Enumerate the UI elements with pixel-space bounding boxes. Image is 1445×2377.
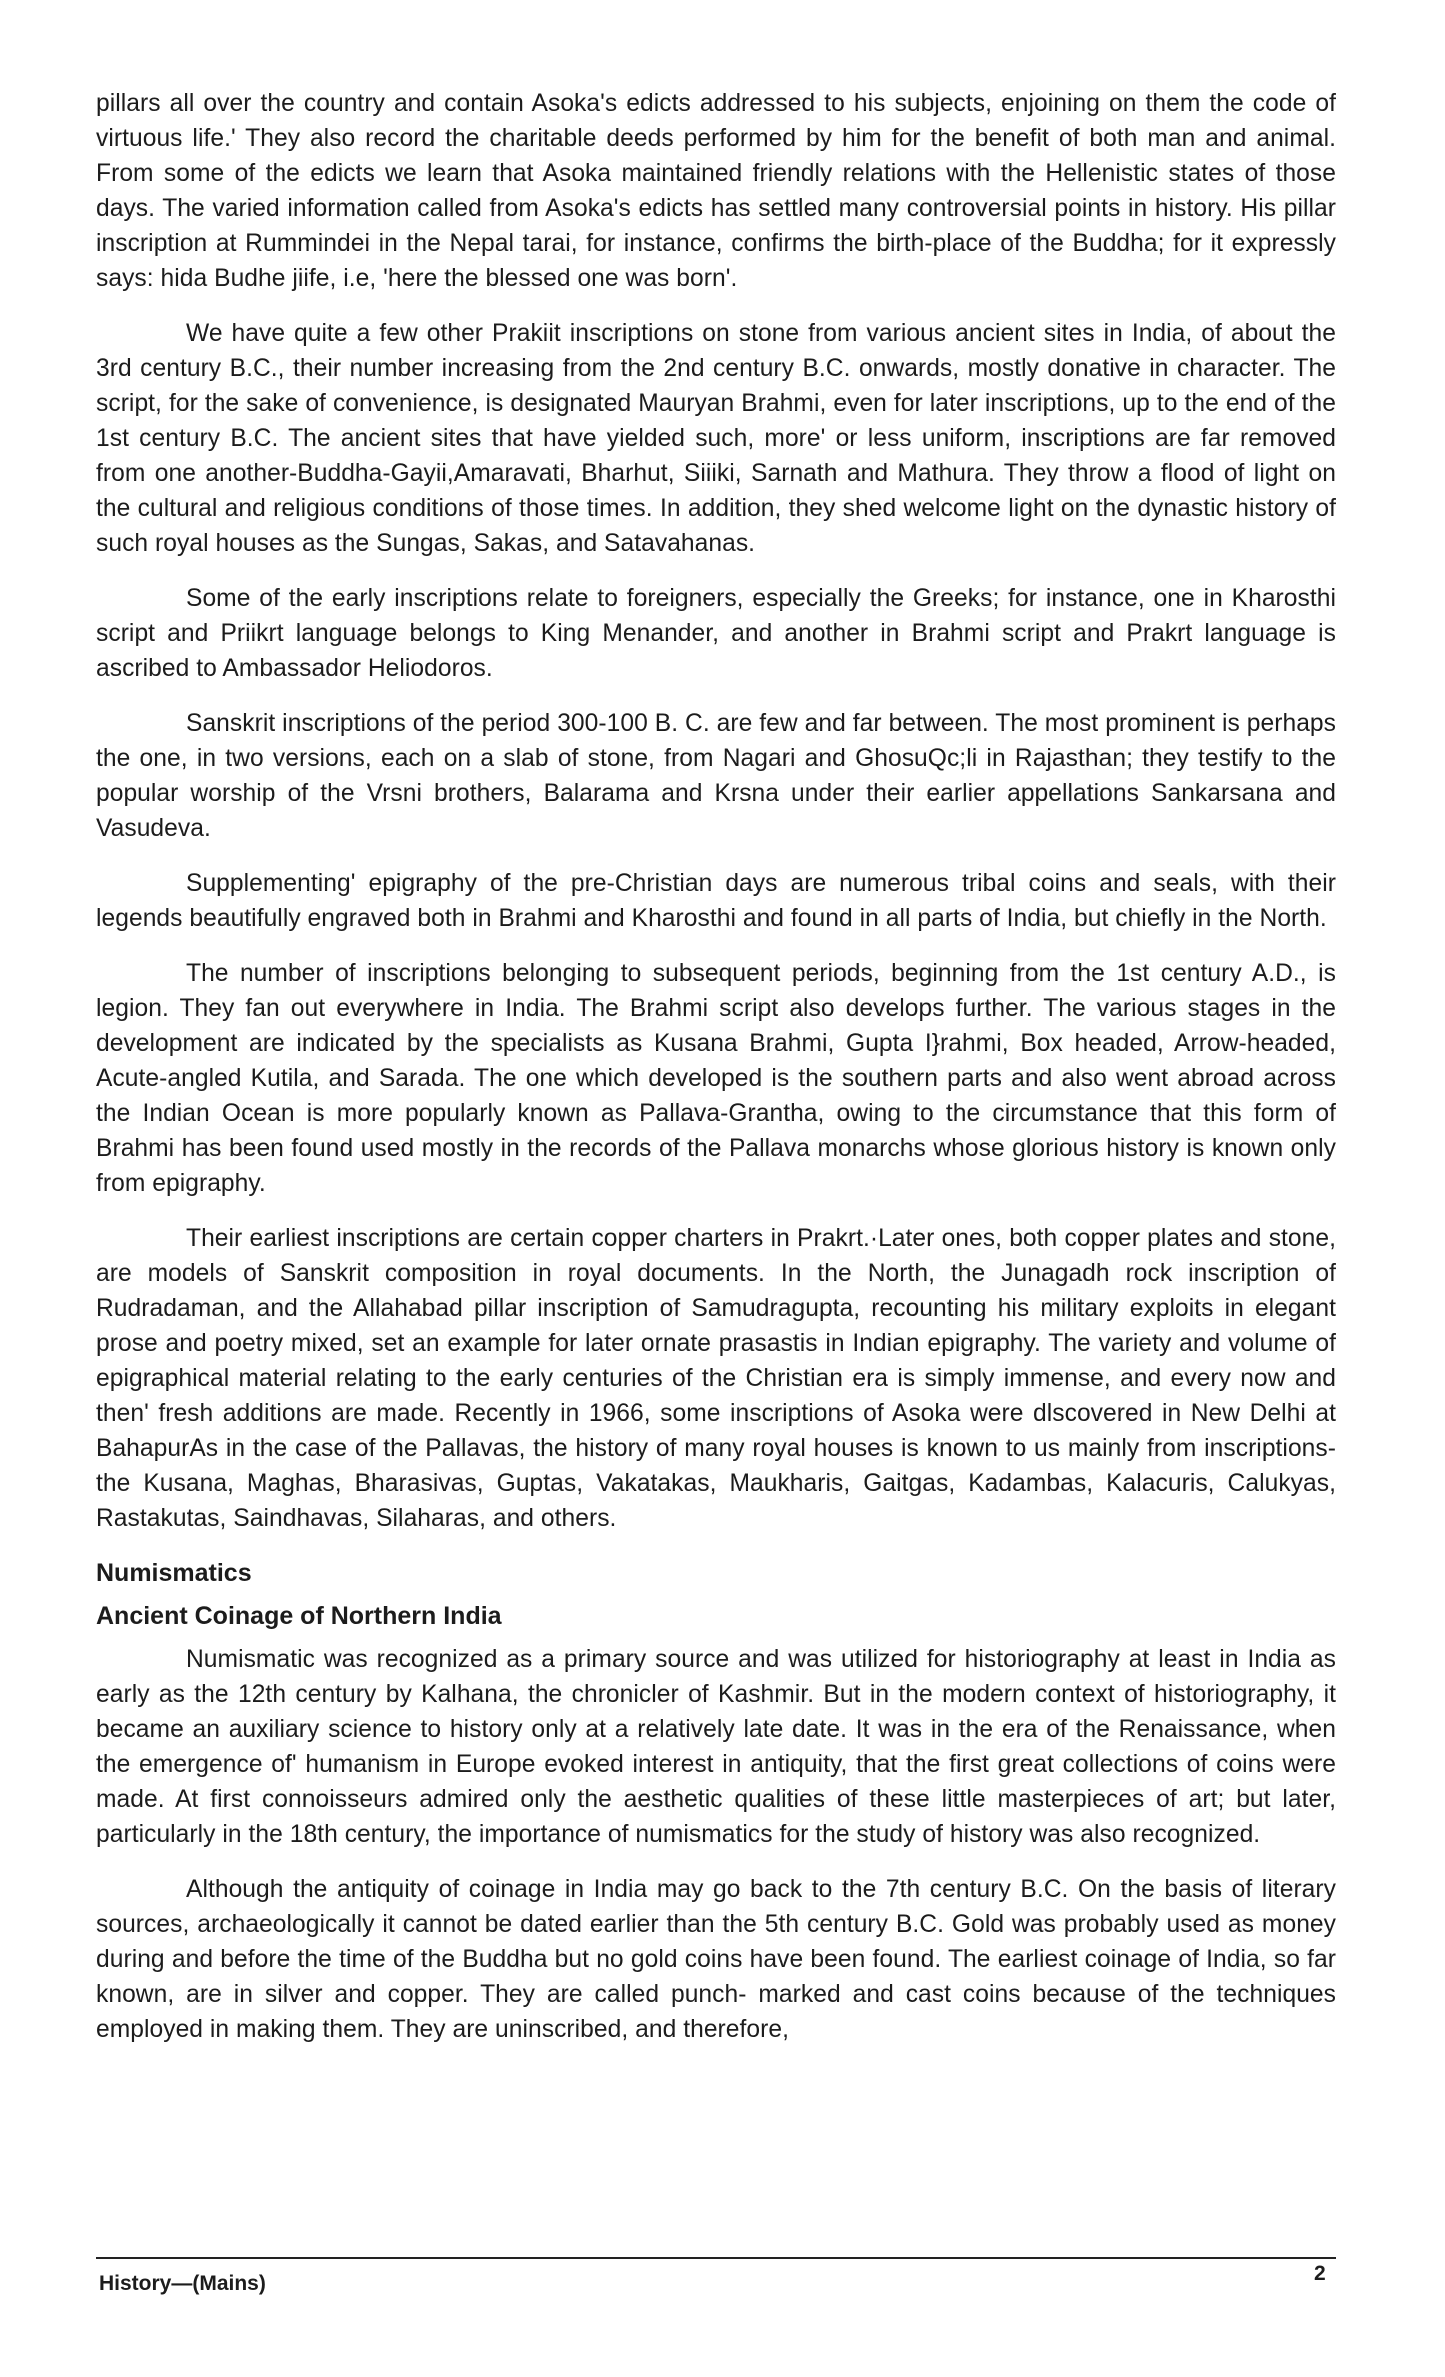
footer-divider — [96, 2257, 1336, 2259]
footer-title: History—(Mains) — [99, 2272, 266, 2295]
heading-ancient-coinage: Ancient Coinage of Northern India — [96, 1602, 502, 1630]
page-body — [96, 86, 1336, 2067]
paragraph-sanskrit-inscriptions: Sanskrit inscriptions of the period 300-100 B. C. are few and far between. The most prominent is perhaps the one, in two versions, each on a slab of stone, from Nagari and GhosuQc;li in Rajasthan; they testify to the popular worship of the Vrsni brothers, Balarama and Krsna under their earlier appellations Sankarsana and Vasudeva. — [96, 710, 1336, 842]
paragraph-tribal-coins: Supplementing' epigraphy of the pre-Christian days are numerous tribal coins and seals, with their legends beautifully engraved both in Brahmi and Kharosthi and found in all parts of India, but chiefly in the North. — [96, 870, 1336, 932]
heading-numismatics: Numismatics — [96, 1559, 252, 1587]
paragraph-antiquity-coinage: Although the antiquity of coinage in India may go back to the 7th century B.C. On the basis of literary sources, archaeologically it cannot be dated earlier than the 5th century B.C. Gold was probably used as money during and before the time of the Buddha but no gold coins have been found. The earliest coinage of India, so far known, are in silver and copper. They are called punch- marked and cast coins because of the techniques employed in making them. They are uninscribed, and therefore, — [96, 1876, 1336, 2043]
page-number: 2 — [1314, 2262, 1326, 2285]
paragraph-asoka-edicts: pillars all over the country and contain Asoka's edicts addressed to his subjects, enjoining on them the code of virtuous life.' They also record the charitable deeds performed by him for the benefit of both man and animal. From some of the edicts we learn that Asoka maintained friendly relations with the Hellenistic states of those days. The varied information called from Asoka's edicts has settled many controversial points in history. His pillar inscription at Rummindei in the Nepal tarai, for instance, confirms the birth-place of the Buddha; for it expressly says: hida Budhe jiife, i.e, 'here the blessed one was born'. — [96, 90, 1336, 292]
paragraph-subsequent-periods: The number of inscriptions belonging to subsequent periods, beginning from the 1st century A.D., is legion. They fan out everywhere in India. The Brahmi script also develops further. The various stages in the development are indicated by the specialists as Kusana Brahmi, Gupta I}rahmi, Box headed, Arrow-headed, Acute-angled Kutila, and Sarada. The one which developed is the southern parts and also went abroad across the Indian Ocean is more popularly known as Pallava-Grantha, owing to the circumstance that this form of Brahmi has been found used mostly in the records of the Pallava monarchs whose glorious history is known only from epigraphy. — [96, 960, 1336, 1197]
paragraph-numismatic-source: Numismatic was recognized as a primary source and was utilized for historiography at least in India as early as the 12th century by Kalhana, the chronicler of Kashmir. But in the modern context of historiography, it became an auxiliary science to history only at a relatively late date. It was in the era of the Renaissance, when the emergence of' humanism in Europe evoked interest in antiquity, that the first great collections of coins were made. At first connoisseurs admired only the aesthetic qualities of these little masterpieces of art; but later, particularly in the 18th century, the importance of numismatics for the study of history was also recognized. — [96, 1646, 1336, 1848]
paragraph-prakrit-inscriptions: We have quite a few other Prakiit inscriptions on stone from various ancient sites in India, of about the 3rd century B.C., their number increasing from the 2nd century B.C. onwards, mostly donative in character. The script, for the sake of convenience, is designated Mauryan Brahmi, even for later inscriptions, up to the end of the 1st century B.C. The ancient sites that have yielded such, more' or less uniform, inscriptions are far removed from one another-Buddha-Gayii,Amaravati, Bharhut, Siiiki, Sarnath and Mathura. They throw a flood of light on the cultural and religious conditions of those times. In addition, they shed welcome light on the dynastic history of such royal houses as the Sungas, Sakas, and Satavahanas. — [96, 320, 1336, 557]
paragraph-earliest-inscriptions: Their earliest inscriptions are certain copper charters in Prakrt.·Later ones, both copper plates and stone, are models of Sanskrit composition in royal documents. In the North, the Junagadh rock inscription of Rudradaman, and the Allahabad pillar inscription of Samudragupta, recounting his military exploits in elegant prose and poetry mixed, set an example for later ornate prasastis in Indian epigraphy. The variety and volume of epigraphical material relating to the early centuries of the Christian era is simply immense, and every now and then' fresh additions are made. Recently in 1966, some inscriptions of Asoka were dlscovered in New Delhi at BahapurAs in the case of the Pallavas, the history of many royal houses is known to us mainly from inscriptions-the Kusana, Maghas, Bharasivas, Guptas, Vakatakas, Maukharis, Gaitgas, Kadambas, Kalacuris, Calukyas, Rastakutas, Saindhavas, Silaharas, and others. — [96, 1225, 1336, 1532]
paragraph-foreigners: Some of the early inscriptions relate to foreigners, especially the Greeks; for instance, one in Kharosthi script and Priikrt language belongs to King Menander, and another in Brahmi script and Prakrt language is ascribed to Ambassador Heliodoros. — [96, 585, 1336, 682]
